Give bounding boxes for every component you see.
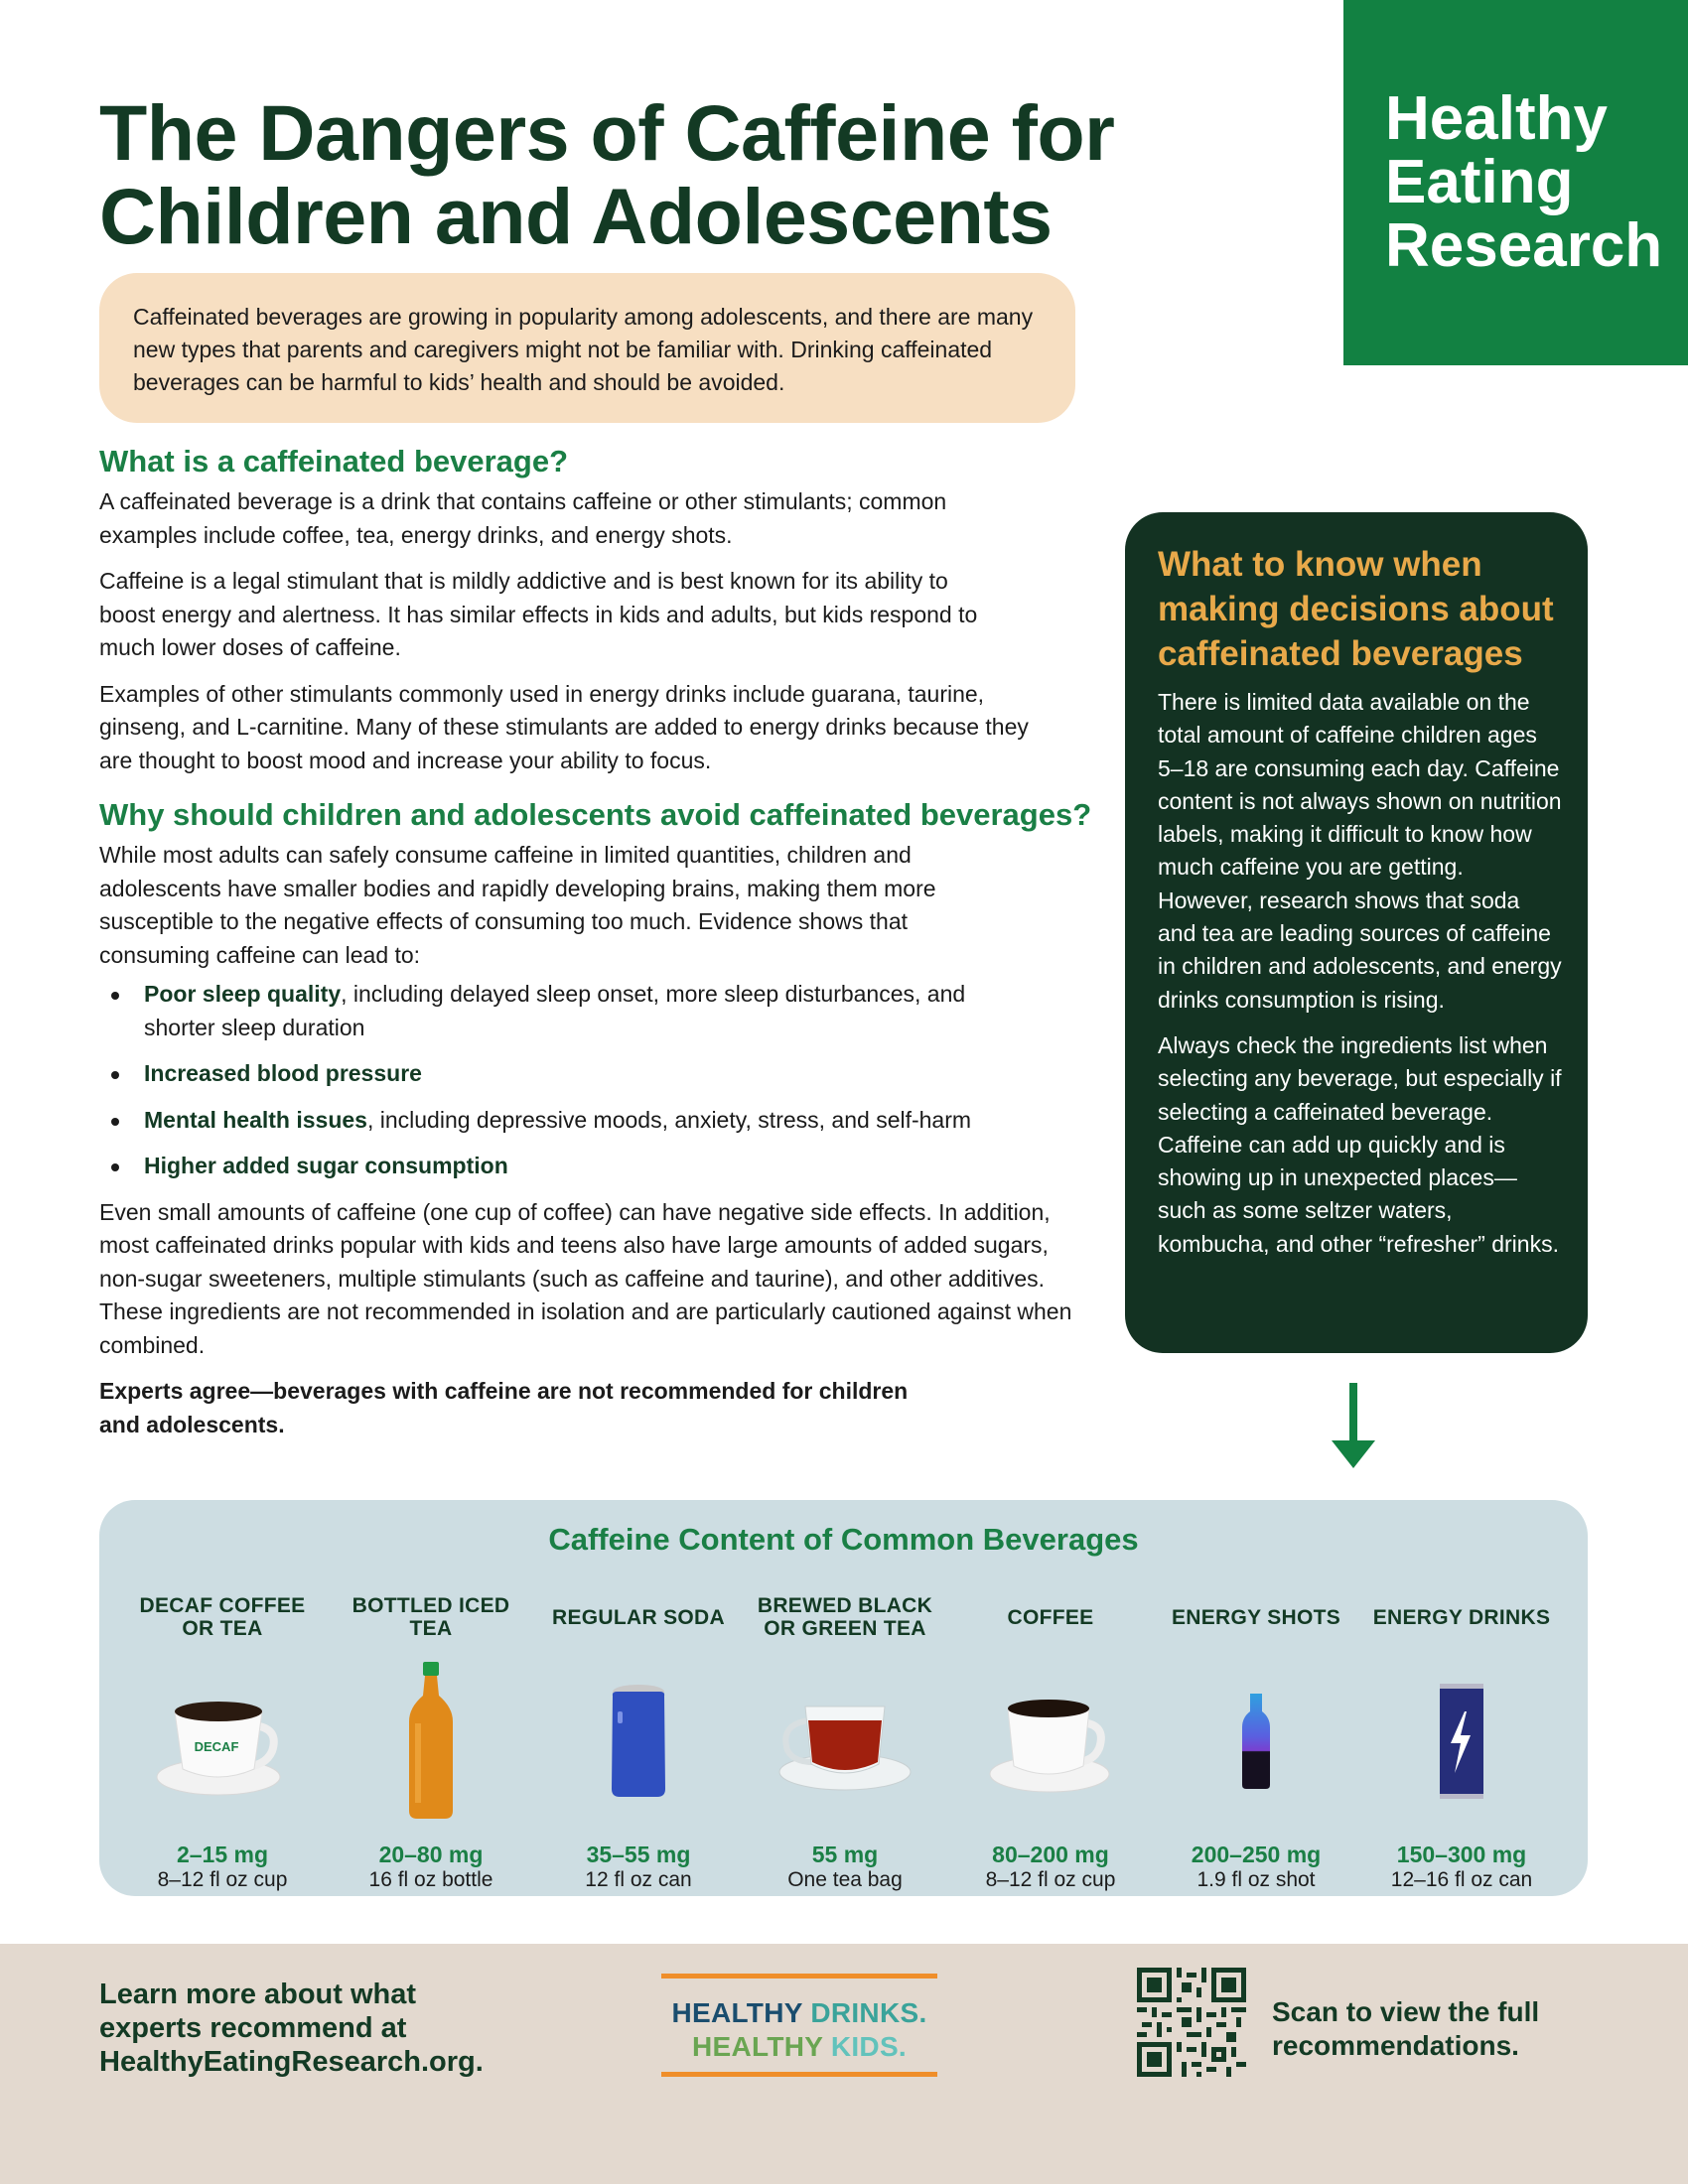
serving-size: 12 fl oz can [585,1868,692,1891]
coffee-cup-icon [986,1687,1115,1796]
brand-word: Eating [1385,148,1574,216]
list-item-bold: Higher added sugar consumption [144,1153,508,1178]
serving-size: One tea bag [787,1868,903,1891]
logo-bar [661,1974,937,1979]
beverage-name: DECAF COFFEE OR TEA [139,1594,306,1640]
panel-heading: What to know when making decisions about caffeinated beverages [1158,545,1554,673]
list-item [99,1150,1092,1183]
beverage-name: BREWED BLACK OR GREEN TEA [757,1594,933,1640]
footer [0,1944,1688,2184]
logo-text: KIDS. [830,2031,908,2062]
decaf-cup-icon [153,1682,292,1801]
section-heading-why-avoid: Why should children and adolescents avoid caffeinated beverages? [99,797,1092,832]
list-item-rest: , including depressive moods, anxiety, stress, and self-harm [366,1106,972,1133]
intro-text: Caffeinated beverages are growing in popularity among adolescents, and there are many new types that parents and caregivers might not be familiar with. Drinking caffeinated beverages can be harmful to kids’ health and should be avoided. [133,304,1034,395]
beverages-title: Caffeine Content of Common Beverages [548,1522,1139,1557]
serving-size: 8–12 fl oz cup [985,1868,1116,1891]
tea-cup-icon [775,1687,914,1796]
serving-size: 16 fl oz bottle [368,1868,493,1891]
logo-text: DRINKS. [810,1997,927,2028]
caffeine-mg: 35–55 mg [586,1842,691,1867]
caffeine-mg: 20–80 mg [378,1842,484,1867]
paragraph: While most adults can safely consume caffeine in limited quantities, children and adolescents have smaller bodies and rapidly developing brains, making them more susceptible to the negative effects of consuming too much. Evidence shows that consuming caffeine can lead to: [99,842,936,968]
beverage-item [539,1589,738,1892]
healthy-eating-research-logo [1343,0,1688,365]
logo-text: HEALTHY [671,1997,803,2028]
brand-word: Research [1385,211,1663,280]
paragraph: A caffeinated beverage is a drink that contains caffeine or other stimulants; common examples include coffee, tea, energy drinks, and energy shots. [99,488,947,548]
serving-size: 1.9 fl oz shot [1196,1868,1316,1891]
soda-can-icon [604,1682,673,1801]
energy-drink-can-icon [1437,1682,1486,1801]
caffeine-mg: 2–15 mg [176,1842,269,1867]
list-item [99,1104,1092,1138]
caffeine-mg: 55 mg [811,1842,879,1867]
healthy-drinks-healthy-kids-logo [661,1974,937,2077]
list-item [99,1057,1092,1091]
logo-bar [661,2072,937,2077]
beverage-item [1362,1589,1561,1892]
beverage-item [951,1589,1150,1892]
bullet-icon [111,1118,119,1126]
caffeine-content-panel [99,1500,1588,1896]
intro-callout [99,273,1075,423]
caffeine-mg: 150–300 mg [1396,1842,1527,1867]
serving-size: 12–16 fl oz can [1390,1868,1533,1891]
panel-paragraph: Always check the ingredients list when selecting any beverage, but especially if selecting a caffeinated beverage. Caffeine can add up quickly and is showing up in unexpected places—such as some seltzer waters, kombucha, and other “refresher” drinks. [1158,1031,1562,1257]
experts-agree-note: Experts agree—beverages with caffeine are not recommended for children and adolescents. [99,1378,909,1437]
qr-code-icon[interactable] [1137,1968,1246,2077]
learn-more-text: Learn more about what experts recommend at HealthyEatingResearch.org. [99,1979,484,2078]
scan-text: Scan to view the full recommendations. [1272,1996,1540,2061]
list-item-bold: Increased blood pressure [144,1060,422,1086]
brand-word: Healthy [1385,84,1608,153]
energy-shot-icon [1236,1692,1276,1791]
bullet-icon [111,1071,119,1079]
beverage-item [1157,1589,1355,1892]
caffeine-mg: 80–200 mg [992,1842,1109,1867]
list-item-bold: Mental health issues [144,1106,367,1133]
bullet-icon [111,1163,119,1171]
paragraph: Even small amounts of caffeine (one cup of coffee) can have negative side effects. In addition, most caffeinated drinks popular with kids and teens also have large amounts of added sugars, non-sugar sweeteners, multiple stimulants (such as caffeine and taurine), and other additives. These ingredients are not recommended in isolation and are particularly cautioned against when combined. [99,1198,1072,1358]
paragraph: Examples of other stimulants commonly used in energy drinks include guarana, taurine, ginseng, and L-carnitine. Many of these stimulants are added to energy drinks because they are thought to boost mood and increase your ability to focus. [99,680,1029,773]
list-item-bold: Poor sleep quality [144,981,342,1007]
beverage-item [746,1589,944,1892]
page-title [99,88,1291,260]
paragraph: Caffeine is a legal stimulant that is mildly addictive and is best known for its ability to boost energy and alertness. It has similar effects in kids and adults, but kids respond to much lower doses of caffeine. [99,568,978,660]
title-line-2: Children and Adolescents [99,172,1053,260]
beverage-item [123,1589,322,1892]
beverage-name: COFFEE [1007,1605,1094,1629]
list-item-rest: , including delayed sleep onset, more sleep disturbances, and shorter sleep duration [144,981,966,1040]
main-content [99,444,1092,1454]
beverage-name: ENERGY SHOTS [1171,1605,1341,1629]
beverage-name: BOTTLED ICED TEA [352,1594,510,1640]
list-item [99,978,1018,1044]
caffeine-mg: 200–250 mg [1191,1842,1322,1867]
cup-label: DECAF [194,1739,239,1754]
beverage-name: ENERGY DRINKS [1372,1605,1551,1629]
what-to-know-panel [1125,512,1588,1353]
arrow-down-icon [1332,1383,1375,1468]
beverage-name: REGULAR SODA [552,1605,725,1629]
bullet-icon [111,992,119,1000]
iced-tea-bottle-icon [401,1662,461,1821]
effects-list [99,978,1092,1183]
logo-text: HEALTHY [691,2031,823,2062]
title-line-1: The Dangers of Caffeine for [99,88,1115,177]
serving-size: 8–12 fl oz cup [157,1868,288,1891]
beverage-item [332,1589,530,1892]
panel-paragraph: There is limited data available on the total amount of caffeine children ages 5–18 are consuming each day. Caffeine content is not always shown on nutrition labels, making it difficult to know how much caffeine you are getting. However, research shows that soda and tea are leading sources of caffeine in children and adolescents, and energy drinks consumption is rising. [1158,689,1562,1013]
section-heading-what-is: What is a caffeinated beverage? [99,444,569,478]
